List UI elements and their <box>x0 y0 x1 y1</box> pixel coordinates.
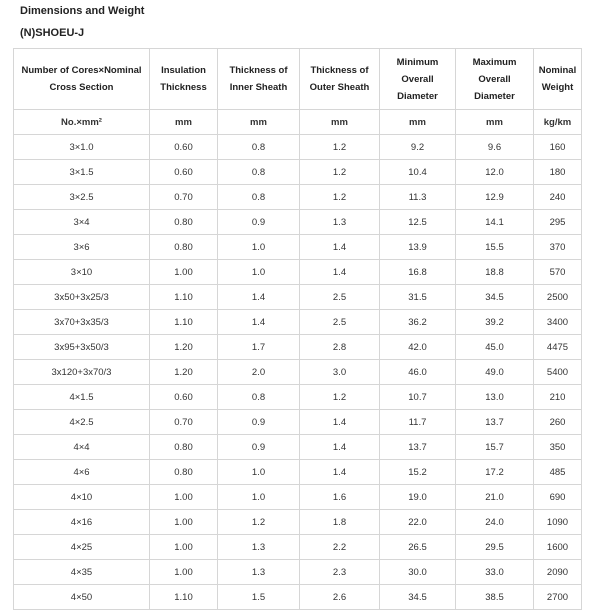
table-cell: 1600 <box>534 535 582 560</box>
header-min-diameter: Minimum Overall Diameter <box>380 49 456 110</box>
table-cell: 1.00 <box>150 535 218 560</box>
table-cell: 4475 <box>534 335 582 360</box>
table-cell: 0.8 <box>218 385 300 410</box>
table-cell: 34.5 <box>456 285 534 310</box>
table-cell: 14.1 <box>456 210 534 235</box>
table-cell: 0.80 <box>150 210 218 235</box>
table-row <box>14 235 582 260</box>
table-cell: 4×2.5 <box>14 410 150 435</box>
table-cell: 1.2 <box>300 135 380 160</box>
table-cell: 19.0 <box>380 485 456 510</box>
table-cell: 1.4 <box>218 285 300 310</box>
table-cell: 570 <box>534 260 582 285</box>
table-cell: 13.0 <box>456 385 534 410</box>
header-nominal-weight: Nominal Weight <box>534 49 582 110</box>
table-cell: 9.2 <box>380 135 456 160</box>
table-cell: 2.0 <box>218 360 300 385</box>
table-row <box>14 335 582 360</box>
table-cell: 2.8 <box>300 335 380 360</box>
table-cell: 13.7 <box>380 435 456 460</box>
unit-cell: mm <box>218 110 300 135</box>
table-cell: 3×4 <box>14 210 150 235</box>
table-cell: 1.4 <box>300 410 380 435</box>
table-row <box>14 185 582 210</box>
table-cell: 0.8 <box>218 135 300 160</box>
table-cell: 1.4 <box>300 460 380 485</box>
table-cell: 0.70 <box>150 185 218 210</box>
table-cell: 3x50+3x25/3 <box>14 285 150 310</box>
table-cell: 10.4 <box>380 160 456 185</box>
table-cell: 1.0 <box>218 260 300 285</box>
table-cell: 3.0 <box>300 360 380 385</box>
table-row <box>14 510 582 535</box>
table-cell: 1.4 <box>300 235 380 260</box>
table-cell: 30.0 <box>380 560 456 585</box>
table-cell: 160 <box>534 135 582 160</box>
table-cell: 1.10 <box>150 585 218 610</box>
table-cell: 1090 <box>534 510 582 535</box>
table-cell: 1.4 <box>218 310 300 335</box>
table-cell: 2.5 <box>300 285 380 310</box>
table-cell: 1.20 <box>150 360 218 385</box>
table-cell: 0.80 <box>150 435 218 460</box>
table-cell: 0.70 <box>150 410 218 435</box>
table-cell: 4×35 <box>14 560 150 585</box>
unit-cell: mm <box>380 110 456 135</box>
table-cell: 22.0 <box>380 510 456 535</box>
table-cell: 12.9 <box>456 185 534 210</box>
table-cell: 4×6 <box>14 460 150 485</box>
table-cell: 11.3 <box>380 185 456 210</box>
table-cell: 0.60 <box>150 160 218 185</box>
table-cell: 1.3 <box>300 210 380 235</box>
table-cell: 0.80 <box>150 460 218 485</box>
table-cell: 1.3 <box>218 535 300 560</box>
table-row <box>14 585 582 610</box>
table-cell: 2.6 <box>300 585 380 610</box>
table-cell: 240 <box>534 185 582 210</box>
table-cell: 0.60 <box>150 385 218 410</box>
unit-cell: No.×mm² <box>14 110 150 135</box>
table-cell: 46.0 <box>380 360 456 385</box>
unit-cell: kg/km <box>534 110 582 135</box>
table-cell: 15.7 <box>456 435 534 460</box>
table-cell: 49.0 <box>456 360 534 385</box>
table-cell: 1.2 <box>300 185 380 210</box>
table-cell: 2.3 <box>300 560 380 585</box>
table-cell: 690 <box>534 485 582 510</box>
header-cores-cross-section: Number of Cores×Nominal Cross Section <box>14 49 150 110</box>
table-cell: 31.5 <box>380 285 456 310</box>
table-cell: 1.20 <box>150 335 218 360</box>
table-cell: 1.2 <box>300 385 380 410</box>
table-cell: 2.5 <box>300 310 380 335</box>
section-title: Dimensions and Weight <box>20 5 145 17</box>
table-cell: 0.8 <box>218 160 300 185</box>
table-cell: 0.9 <box>218 210 300 235</box>
table-cell: 1.2 <box>300 160 380 185</box>
header-insulation-thickness: Insulation Thickness <box>150 49 218 110</box>
table-cell: 210 <box>534 385 582 410</box>
header-max-diameter: Maximum Overall Diameter <box>456 49 534 110</box>
table-cell: 24.0 <box>456 510 534 535</box>
table-cell: 260 <box>534 410 582 435</box>
header-inner-sheath: Thickness of Inner Sheath <box>218 49 300 110</box>
table-row <box>14 435 582 460</box>
table-cell: 0.9 <box>218 435 300 460</box>
unit-cell: mm <box>300 110 380 135</box>
table-cell: 45.0 <box>456 335 534 360</box>
table-cell: 4×25 <box>14 535 150 560</box>
table-row <box>14 285 582 310</box>
table-cell: 13.9 <box>380 235 456 260</box>
table-cell: 42.0 <box>380 335 456 360</box>
table-row <box>14 135 582 160</box>
table-cell: 1.00 <box>150 510 218 535</box>
table-row <box>14 360 582 385</box>
table-cell: 0.60 <box>150 135 218 160</box>
table-cell: 3400 <box>534 310 582 335</box>
table-cell: 2700 <box>534 585 582 610</box>
unit-cell: mm <box>456 110 534 135</box>
table-cell: 12.5 <box>380 210 456 235</box>
table-cell: 1.4 <box>300 260 380 285</box>
table-cell: 5400 <box>534 360 582 385</box>
table-cell: 0.80 <box>150 235 218 260</box>
table-cell: 4×10 <box>14 485 150 510</box>
table-cell: 16.8 <box>380 260 456 285</box>
table-cell: 13.7 <box>456 410 534 435</box>
table-cell: 4×4 <box>14 435 150 460</box>
table-cell: 33.0 <box>456 560 534 585</box>
units-row <box>14 110 582 135</box>
table-cell: 370 <box>534 235 582 260</box>
table-cell: 1.3 <box>218 560 300 585</box>
table-cell: 1.00 <box>150 485 218 510</box>
table-cell: 29.5 <box>456 535 534 560</box>
table-cell: 4×1.5 <box>14 385 150 410</box>
table-cell: 26.5 <box>380 535 456 560</box>
table-cell: 3x70+3x35/3 <box>14 310 150 335</box>
table-cell: 1.6 <box>300 485 380 510</box>
table-row <box>14 160 582 185</box>
table-cell: 1.5 <box>218 585 300 610</box>
table-cell: 0.9 <box>218 410 300 435</box>
table-cell: 2500 <box>534 285 582 310</box>
table-row <box>14 485 582 510</box>
table-cell: 3×1.0 <box>14 135 150 160</box>
table-cell: 1.7 <box>218 335 300 360</box>
table-cell: 2.2 <box>300 535 380 560</box>
table-row <box>14 260 582 285</box>
product-name: (N)SHOEU-J <box>20 27 85 39</box>
table-cell: 3x95+3x50/3 <box>14 335 150 360</box>
table-cell: 1.4 <box>300 435 380 460</box>
dimensions-table <box>13 48 582 610</box>
header-row <box>14 49 582 110</box>
table-cell: 4×16 <box>14 510 150 535</box>
table-cell: 3×2.5 <box>14 185 150 210</box>
table-row <box>14 460 582 485</box>
unit-cell: mm <box>150 110 218 135</box>
header-outer-sheath: Thickness of Outer Sheath <box>300 49 380 110</box>
table-cell: 34.5 <box>380 585 456 610</box>
table-cell: 180 <box>534 160 582 185</box>
table-cell: 10.7 <box>380 385 456 410</box>
table-cell: 350 <box>534 435 582 460</box>
table-cell: 3×6 <box>14 235 150 260</box>
table-cell: 1.10 <box>150 285 218 310</box>
table-cell: 4×50 <box>14 585 150 610</box>
table-row <box>14 310 582 335</box>
table-cell: 11.7 <box>380 410 456 435</box>
table-cell: 2090 <box>534 560 582 585</box>
table-cell: 1.8 <box>300 510 380 535</box>
table-cell: 0.8 <box>218 185 300 210</box>
table-cell: 15.5 <box>456 235 534 260</box>
table-cell: 1.00 <box>150 260 218 285</box>
table-cell: 1.0 <box>218 235 300 260</box>
table-cell: 485 <box>534 460 582 485</box>
table-cell: 3×1.5 <box>14 160 150 185</box>
table-cell: 39.2 <box>456 310 534 335</box>
table-cell: 38.5 <box>456 585 534 610</box>
table-row <box>14 410 582 435</box>
table-cell: 12.0 <box>456 160 534 185</box>
table-cell: 15.2 <box>380 460 456 485</box>
table-cell: 9.6 <box>456 135 534 160</box>
table-cell: 1.0 <box>218 460 300 485</box>
table-cell: 18.8 <box>456 260 534 285</box>
table-cell: 295 <box>534 210 582 235</box>
table-cell: 1.10 <box>150 310 218 335</box>
table-cell: 3×10 <box>14 260 150 285</box>
table-row <box>14 385 582 410</box>
table-cell: 17.2 <box>456 460 534 485</box>
table-cell: 36.2 <box>380 310 456 335</box>
table-cell: 1.2 <box>218 510 300 535</box>
table-cell: 1.00 <box>150 560 218 585</box>
table-cell: 3x120+3x70/3 <box>14 360 150 385</box>
table-cell: 21.0 <box>456 485 534 510</box>
table-row <box>14 535 582 560</box>
table-row <box>14 210 582 235</box>
table-row <box>14 560 582 585</box>
table-cell: 1.0 <box>218 485 300 510</box>
